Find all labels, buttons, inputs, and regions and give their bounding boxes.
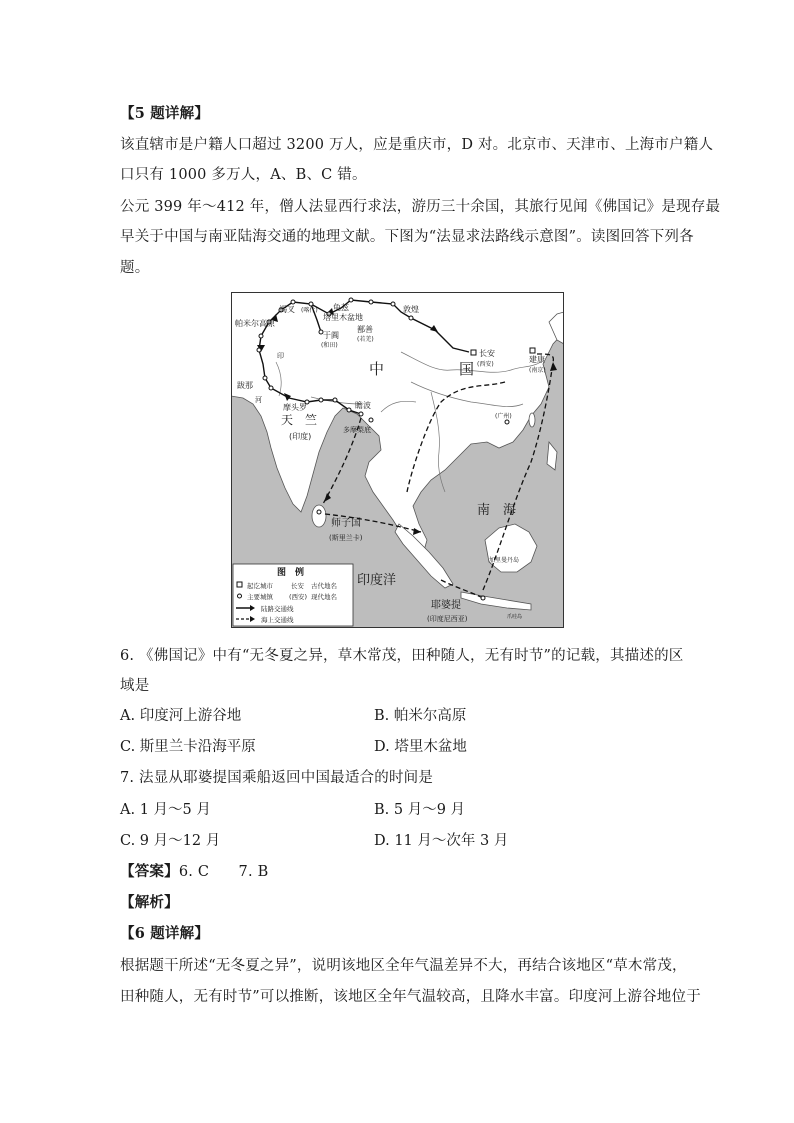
legend-major-town-icon bbox=[238, 594, 242, 598]
analysis-line-1: 根据题干所述“无冬夏之异”，说明该地区全年气温差异不大，再结合该地区“草木常茂， bbox=[120, 958, 687, 974]
legend-major-town: 主要城镇 bbox=[247, 593, 273, 601]
label-indian-ocean: 印度洋 bbox=[357, 573, 397, 588]
label-jiankang-modern: (南京) bbox=[529, 367, 546, 374]
label-dunhuang: 敦煌 bbox=[403, 305, 419, 314]
answer-label: 【答案】 bbox=[120, 863, 179, 880]
q7-option-c: C. 9 月～12 月 bbox=[120, 833, 221, 849]
label-changan-modern: (西安) bbox=[477, 361, 494, 368]
legend-ancient-label: 古代地名 bbox=[311, 582, 337, 590]
legend-sea-route: 海上交通线 bbox=[261, 616, 294, 624]
label-guangzhou: (广州) bbox=[495, 413, 512, 420]
legend-modern-label: 现代地名 bbox=[311, 593, 337, 601]
answer-value: 6. C 7. B bbox=[178, 864, 269, 880]
section5-line-1: 该直辖市是户籍人口超过 3200 万人，应是重庆市，D 对。北京市、天津市、上海市户籍人 bbox=[120, 137, 714, 153]
q6-stem-line-2: 域是 bbox=[120, 678, 150, 694]
legend-start-city-icon bbox=[237, 582, 242, 587]
intro-line-3: 题。 bbox=[120, 260, 150, 276]
label-talimu: 塔里木盆地 bbox=[323, 313, 363, 322]
yepoti-marker bbox=[481, 596, 485, 600]
label-river-yin: 印 bbox=[277, 352, 284, 360]
answer-line bbox=[120, 862, 268, 882]
faxian-route-map bbox=[231, 292, 564, 628]
section5-heading: 【5 题详解】 bbox=[120, 105, 210, 122]
q6-option-c: C. 斯里兰卡沿海平原 bbox=[120, 739, 256, 755]
q6-stem-line-1: 6. 《佛国记》中有“无冬夏之异，草木常茂，田种随人，无有时节”的记载，其描述的区 bbox=[120, 648, 684, 664]
label-motouluo: 摩头罗 bbox=[283, 403, 307, 412]
label-yutian-modern: (和田) bbox=[321, 342, 338, 349]
q6-analysis-heading: 【6 题详解】 bbox=[120, 925, 210, 942]
label-china-1: 中 bbox=[369, 360, 385, 378]
label-tianzhu: 天 竺 bbox=[281, 413, 318, 427]
analysis-line-2: 田种随人，无有时节”可以推断，该地区全年气温较高，且降水丰富。印度河上游谷地位于 bbox=[120, 989, 701, 1005]
q6-option-a: A. 印度河上游谷地 bbox=[120, 708, 242, 724]
label-jiecha-modern: (喀什) bbox=[301, 307, 318, 314]
label-duomolidi: 多摩梨底 bbox=[343, 426, 371, 434]
label-qiuci: 龟兹 bbox=[333, 303, 349, 312]
taiwan bbox=[529, 413, 535, 427]
q7-option-d: D. 11 月～次年 3 月 bbox=[374, 833, 509, 849]
label-jiankang: 建康 bbox=[529, 355, 545, 364]
legend-modern-eg: (西安) bbox=[289, 593, 308, 601]
label-yepoti-modern: (印度尼西亚) bbox=[427, 615, 468, 623]
label-yutian: 于阗 bbox=[323, 331, 339, 340]
guangzhou-marker bbox=[505, 420, 509, 424]
label-river-he: 河 bbox=[255, 396, 262, 404]
q6-option-b: B. 帕米尔高原 bbox=[374, 708, 467, 724]
section5-line-2: 口只有 1000 多万人，A、B、C 错。 bbox=[120, 167, 367, 183]
label-jiecha: 竭叉 bbox=[279, 305, 295, 314]
map-legend bbox=[233, 564, 353, 626]
jiankang-marker bbox=[530, 348, 535, 353]
q6-option-d: D. 塔里木盆地 bbox=[374, 739, 467, 755]
label-zhanbo: 瞻波 bbox=[355, 401, 371, 410]
label-java: 爪哇岛 bbox=[507, 614, 523, 620]
sri-lanka bbox=[312, 505, 326, 527]
label-shanshan-modern: (若羌) bbox=[357, 336, 374, 343]
label-shiziguo-modern: (斯里兰卡) bbox=[329, 534, 363, 542]
legend-ancient-eg: 长安 bbox=[291, 582, 304, 590]
label-kalimantan: 加里曼丹岛 bbox=[489, 557, 520, 564]
label-yepoti: 耶婆提 bbox=[431, 600, 461, 611]
label-south-sea: 南 海 bbox=[477, 503, 517, 518]
legend-start-city: 起讫城市 bbox=[247, 582, 273, 590]
intro-line-2: 早关于中国与南亚陆海交通的地理文献。下图为“法显求法路线示意图”。读图回答下列各 bbox=[120, 229, 694, 245]
label-tuona: 跋那 bbox=[237, 381, 253, 390]
shiziguo-marker bbox=[317, 510, 321, 514]
changan-marker bbox=[471, 350, 476, 355]
intro-line-1: 公元 399 年～412 年，僧人法显西行求法，游历三十余国，其旅行见闻《佛国记》是现存最 bbox=[120, 199, 721, 215]
label-pamir: 帕米尔高原 bbox=[235, 319, 275, 328]
label-shiziguo: 师子国 bbox=[331, 518, 361, 529]
q7-option-a: A. 1 月～5 月 bbox=[120, 802, 211, 818]
legend-land-route: 陆路交通线 bbox=[261, 605, 294, 613]
q7-stem: 7. 法显从耶婆提国乘船返回中国最适合的时间是 bbox=[120, 770, 434, 786]
q7-option-b: B. 5 月～9 月 bbox=[374, 802, 466, 818]
label-shanshan: 鄯善 bbox=[357, 325, 373, 334]
label-china-2: 国 bbox=[459, 360, 475, 378]
label-changan: 长安 bbox=[479, 349, 495, 358]
legend-title: 图 例 bbox=[277, 568, 305, 578]
label-tianzhu-modern: (印度) bbox=[289, 432, 312, 441]
analysis-label: 【解析】 bbox=[120, 894, 179, 911]
